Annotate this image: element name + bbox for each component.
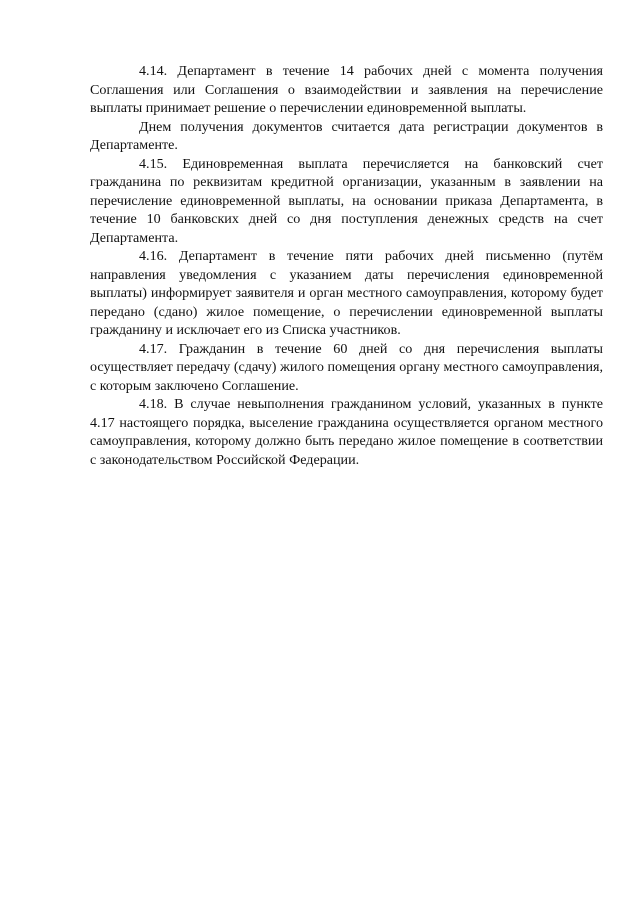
document-body <box>90 62 603 469</box>
paragraph-4-18: 4.18. В случае невыполнения гражданином условий, указанных в пункте 4.17 настоящего порядка, выселение гражданина осуществляется органом местного самоуправления, которому должно быть передано жилое помещение в соответствии с законодательством Российской Федерации. <box>90 396 603 468</box>
paragraph-4-15: 4.15. Единовременная выплата перечисляется на банковский счет гражданина по реквизитам кредитной организации, указанным в заявлении на перечисление единовременной выплаты, на основании приказа Департамента, в течение 10 банковских дней со дня поступления денежных средств на счет Департамента. <box>90 155 603 246</box>
paragraph-receipt-date: Днем получения документов считается дата регистрации документов в Департаменте. <box>90 118 603 153</box>
paragraph-4-16: 4.16. Департамент в течение пяти рабочих дней письменно (путём направления уведомления с указанием даты перечисления единовременной выплаты) информирует заявителя и орган местного самоуправления, которому будет передано (сдано) жилое помещение, о перечислении единовременной выплаты гражданину и исключает его из Списка участников. <box>90 248 603 338</box>
paragraph-4-14: 4.14. Департамент в течение 14 рабочих дней с момента получения Соглашения или Соглашения о взаимодействии и заявления на перечисление выплаты принимает решение о перечислении единовременной выплаты. <box>90 63 603 116</box>
paragraph-4-17: 4.17. Гражданин в течение 60 дней со дня перечисления выплаты осуществляет передачу (сдачу) жилого помещения органу местного самоуправления, с которым заключено Соглашение. <box>90 340 603 394</box>
